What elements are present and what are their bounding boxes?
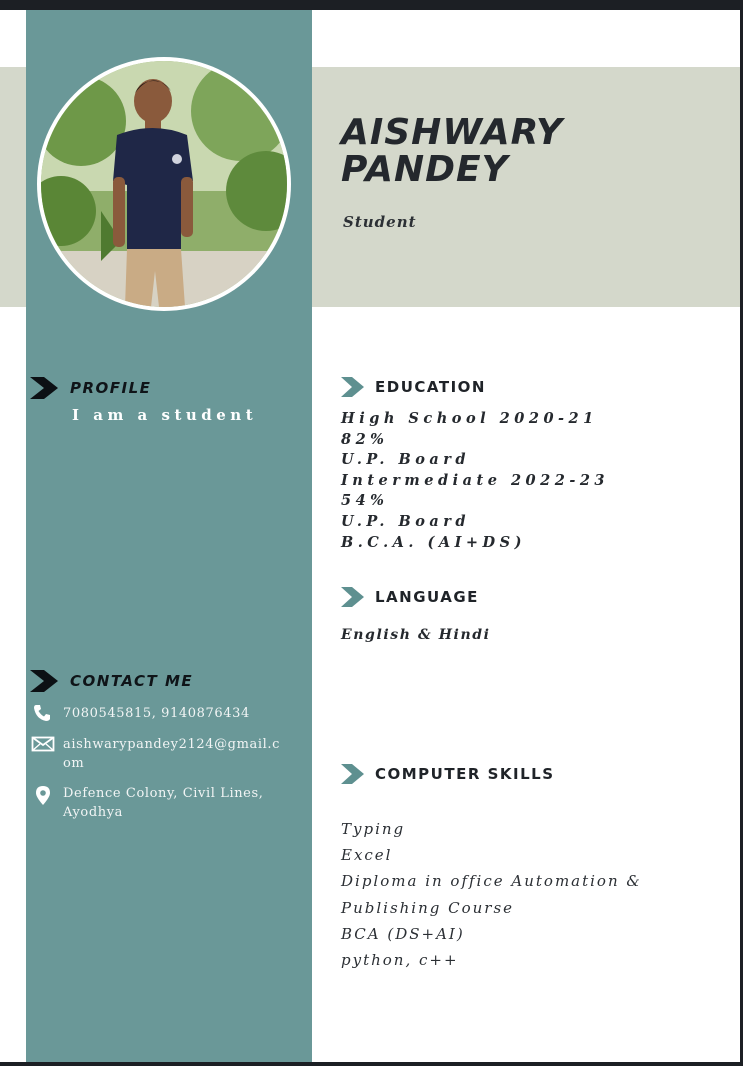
role-title: Student — [343, 213, 417, 231]
skill-item: python, c++ — [341, 951, 459, 970]
education-line: 54% — [341, 492, 389, 510]
location-pin-icon — [31, 784, 55, 806]
contact-address — [31, 784, 301, 822]
contact-heading — [30, 670, 193, 692]
profile-heading — [30, 377, 151, 399]
chevron-right-icon — [341, 764, 365, 784]
contact-phone — [31, 704, 301, 723]
skill-item: Diploma in office Automation & — [341, 872, 642, 891]
chevron-right-icon — [341, 377, 365, 397]
email-text: aishwarypandey2124@gmail.com — [63, 737, 281, 771]
language-heading — [341, 587, 479, 607]
address-text: Defence Colony, Civil Lines, Ayodhya — [63, 786, 264, 820]
skills-list — [341, 816, 642, 973]
name-line-1: AISHWARY — [341, 112, 564, 153]
profile-photo-image — [41, 61, 287, 307]
skill-item: BCA (DS+AI) — [341, 924, 465, 943]
education-heading — [341, 377, 486, 397]
language-text: English & Hindi — [341, 627, 491, 643]
education-line: 82% — [341, 430, 389, 448]
chevron-right-icon — [341, 587, 365, 607]
skill-item: Typing — [341, 820, 406, 838]
chevron-right-icon — [30, 670, 60, 692]
phone-text: 7080545815, 9140876434 — [63, 706, 250, 721]
profile-title: PROFILE — [70, 379, 152, 397]
education-line: High School 2020-21 — [341, 410, 598, 427]
education-line: Intermediate 2022-23 — [341, 471, 610, 489]
skills-title: COMPUTER SKILLS — [375, 765, 555, 783]
education-line: U.P. Board — [341, 512, 471, 530]
contact-email — [31, 735, 301, 773]
education-list — [341, 409, 609, 553]
skill-item: Excel — [341, 846, 393, 865]
skills-heading — [341, 764, 555, 784]
phone-icon — [31, 704, 55, 722]
profile-text: I am a student — [72, 406, 258, 424]
education-title: EDUCATION — [375, 378, 486, 396]
education-line: B.C.A. (AI+DS) — [341, 533, 526, 551]
full-name — [341, 114, 721, 188]
envelope-icon — [31, 735, 55, 753]
skill-item: Publishing Course — [341, 898, 515, 917]
name-line-2: PANDEY — [341, 149, 509, 190]
language-title: LANGUAGE — [375, 588, 479, 606]
chevron-right-icon — [30, 377, 60, 399]
profile-photo — [37, 57, 291, 311]
education-line: U.P. Board — [341, 451, 471, 469]
contact-title: CONTACT ME — [70, 672, 194, 690]
